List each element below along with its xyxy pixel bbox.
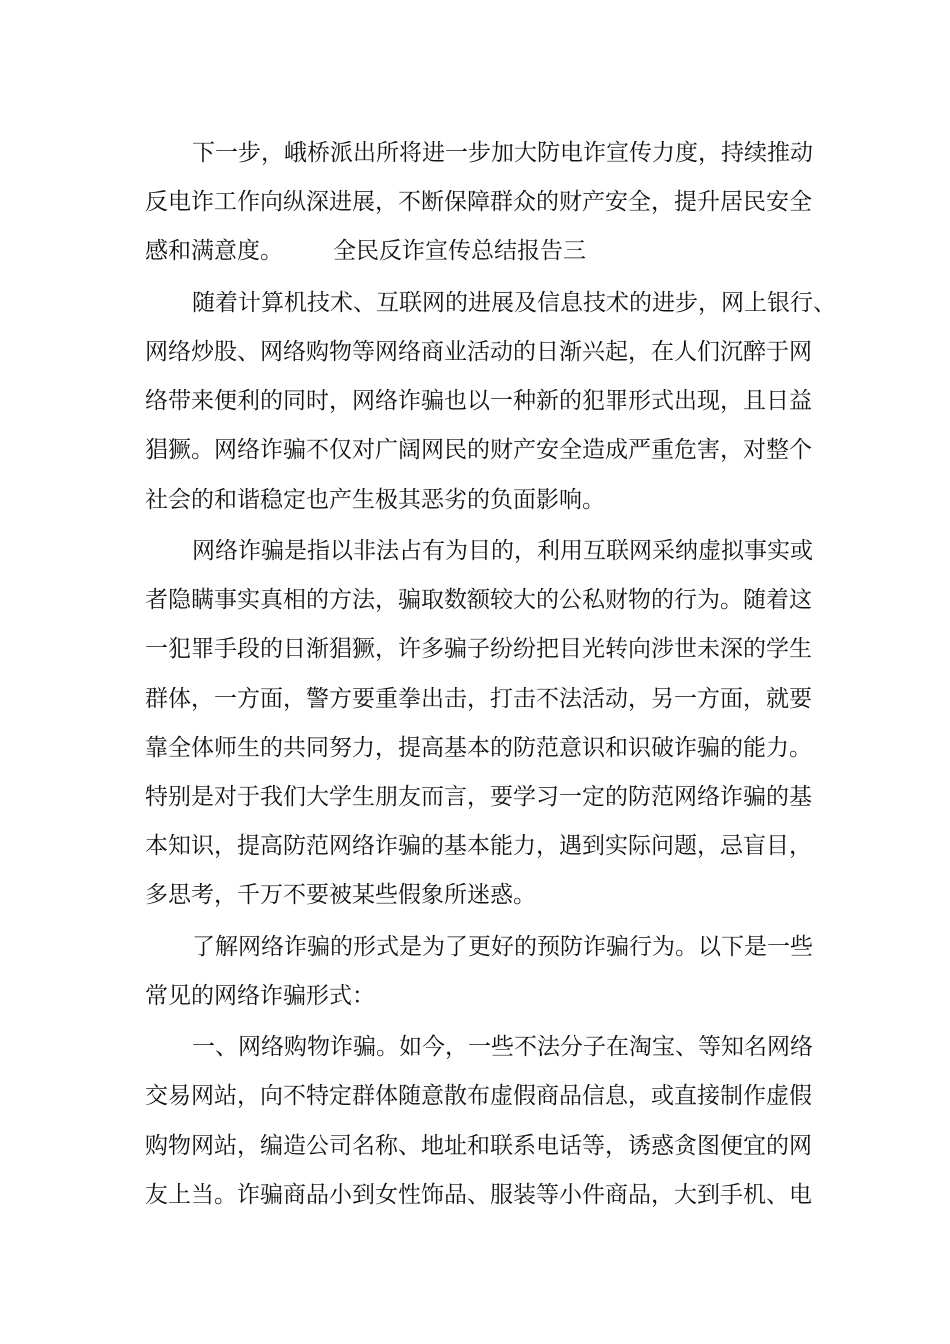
text-line: 常见的网络诈骗形式： xyxy=(145,983,375,1009)
text-line: 多思考，千万不要被某些假象所迷惑。 xyxy=(145,882,536,908)
text-line: 本知识，提高防范网络诈骗的基本能力，遇到实际问题，忌盲目， xyxy=(145,833,812,859)
text-line: 群体，一方面，警方要重拳出击，打击不法活动，另一方面，就要 xyxy=(145,686,812,712)
text-line: 猖獗。网络诈骗不仅对广阔网民的财产安全造成严重危害，对整个 xyxy=(145,437,812,463)
text-line: 友上当。诈骗商品小到女性饰品、服装等小件商品，大到手机、电 xyxy=(145,1182,812,1208)
text-line: 社会的和谐稳定也产生极其恶劣的负面影响。 xyxy=(145,487,605,513)
text-line: 下一步，峨桥派出所将进一步加大防电诈宣传力度，持续推动 xyxy=(192,140,813,166)
text-line: 一犯罪手段的日渐猖獗，许多骗子纷纷把目光转向涉世未深的学生 xyxy=(145,636,812,662)
text-line xyxy=(145,236,586,266)
text-line: 特别是对于我们大学生朋友而言，要学习一定的防范网络诈骗的基 xyxy=(145,784,812,810)
text-line: 反电诈工作向纵深进展，不断保障群众的财产安全，提升居民安全 xyxy=(145,189,812,215)
text-line: 一、网络购物诈骗。如今，一些不法分子在淘宝、等知名网络 xyxy=(192,1034,813,1060)
text-line: 络带来便利的同时，网络诈骗也以一种新的犯罪形式出现，且日益 xyxy=(145,388,812,414)
text-line: 了解网络诈骗的形式是为了更好的预防诈骗行为。以下是一些 xyxy=(192,934,813,960)
text-line: 网络诈骗是指以非法占有为目的，利用互联网采纳虚拟事实或 xyxy=(192,538,813,564)
text-segment: 感和满意度。 xyxy=(145,238,283,264)
text-line: 随着计算机技术、互联网的进展及信息技术的进步，网上银行、 xyxy=(192,290,836,316)
text-line: 购物网站，编造公司名称、地址和联系电话等，诱惑贪图便宜的网 xyxy=(145,1133,812,1159)
text-line: 交易网站，向不特定群体随意散布虚假商品信息，或直接制作虚假 xyxy=(145,1083,812,1109)
text-line: 网络炒股、网络购物等网络商业活动的日渐兴起，在人们沉醉于网 xyxy=(145,339,812,365)
text-line: 靠全体师生的共同努力，提高基本的防范意识和识破诈骗的能力。 xyxy=(145,735,812,761)
text-line: 者隐瞒事实真相的方法，骗取数额较大的公私财物的行为。随着这 xyxy=(145,587,812,613)
report-heading: 全民反诈宣传总结报告三 xyxy=(333,238,586,264)
